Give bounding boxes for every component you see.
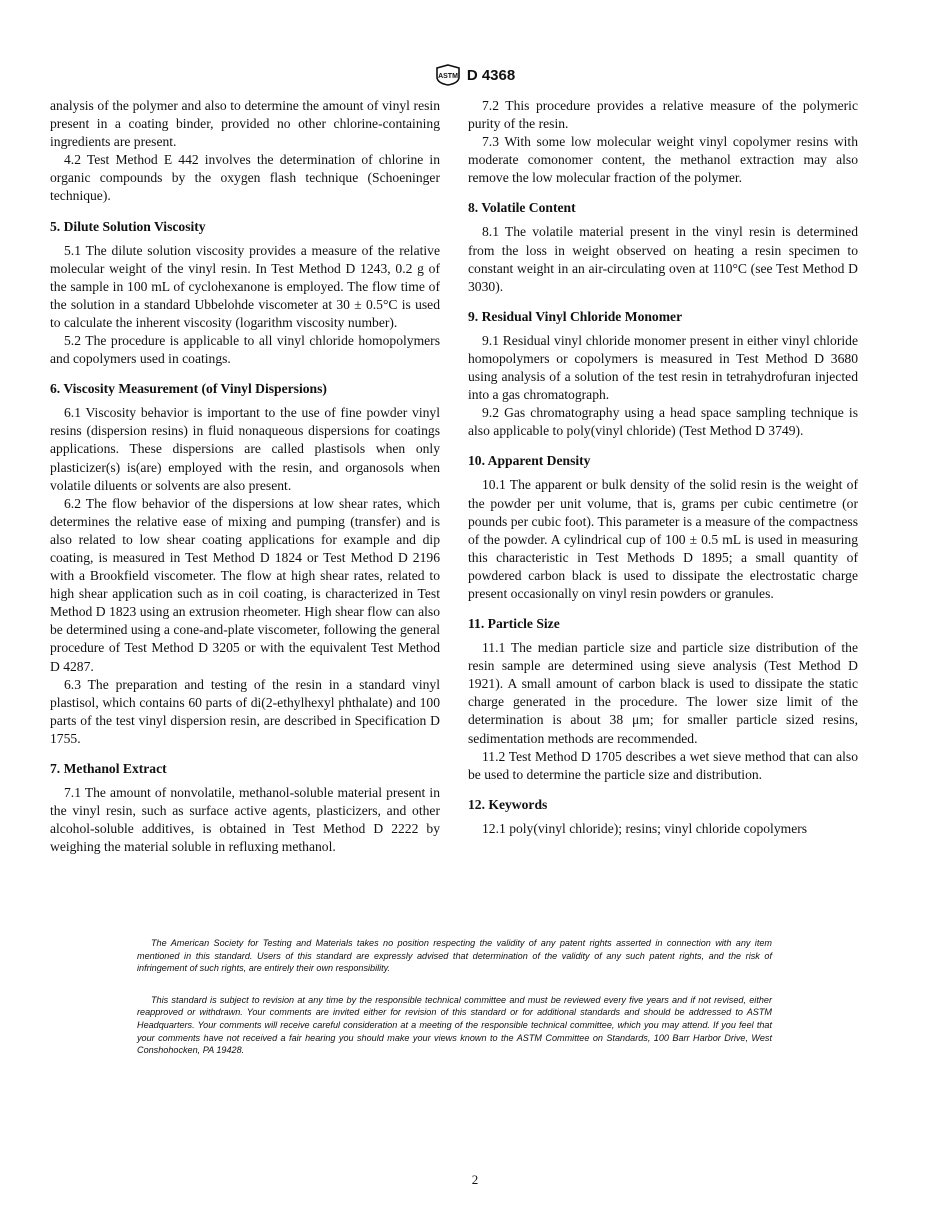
section-12-heading: 12. Keywords: [468, 796, 548, 812]
paragraph-7-3: 7.3 With some low molecular weight vinyl copolymer resins with moderate comonomer content, the methanol extraction may also remove the low molecular fraction of the polymer.: [468, 134, 858, 186]
svg-text:ASTM: ASTM: [437, 73, 458, 80]
paragraph-6-1: 6.1 Viscosity behavior is important to the use of fine powder vinyl resins (dispersion resins) in fluid nonaqueous dispersions for coatings applications. These dispersions are called plastisols when only plasticizer(s) is(are) employed with the resin, and organosols when volatile diluents or solvents are also present.: [50, 405, 440, 493]
page-header: [0, 62, 950, 88]
paragraph-11-1: 11.1 The median particle size and particle size distribution of the resin sample are determined using sieve analysis (Test Method D 1921). A small amount of carbon black is used to dissipate the static charge generated in the procedure. The lower size limit of the determination is about 38 μm; for smaller particle sized resins, sedimentation methods are recommended.: [468, 640, 858, 746]
patent-notice: The American Society for Testing and Materials takes no position respecting the validity of any patent rights asserted in connection with any item mentioned in this standard. Users of this standard are expressly advised that determination of the validity of any such patent rights, and the risk of infringement of such rights, are entirely their own responsibility.: [137, 938, 772, 974]
paragraph-7-2: 7.2 This procedure provides a relative measure of the polymeric purity of the resin.: [468, 98, 858, 132]
standard-designation: D 4368: [466, 66, 516, 84]
section-11-heading: 11. Particle Size: [468, 616, 560, 632]
section-7-heading: 7. Methanol Extract: [50, 761, 167, 776]
section-8-heading: 8. Volatile Content: [468, 200, 576, 216]
astm-logo-icon: [435, 64, 461, 86]
section-10-heading: 10. Apparent Density: [468, 453, 591, 469]
page-number: 2: [471, 1172, 479, 1187]
paragraph-8-1: 8.1 The volatile material present in the vinyl resin is determined from the loss in weight observed on heating a resin specimen to constant weight in an air-circulating oven at 110°C (see Test Method D 3030).: [468, 224, 858, 294]
paragraph-4-2: 4.2 Test Method E 442 involves the determination of chlorine in organic compounds by the oxygen flash technique (Schoeninger technique).: [50, 152, 440, 204]
paragraph-9-2: 9.2 Gas chromatography using a head space sampling technique is also applicable to poly(vinyl chloride) (Test Method D 3749).: [468, 405, 858, 439]
paragraph-12-1: 12.1 poly(vinyl chloride); resins; vinyl chloride copolymers: [482, 820, 808, 836]
paragraph-7-1: 7.1 The amount of nonvolatile, methanol-soluble material present in the vinyl resin, such as surface active agents, plasticizers, and other alcohol-soluble additives, is obtained in Test Method D 2222 by weighing the material soluble in refluxing methanol.: [50, 785, 440, 855]
paragraph-9-1: 9.1 Residual vinyl chloride monomer present in either vinyl chloride homopolymers or copolymers is measured in Test Method D 3680 using analysis of a solution of the test resin in tetrahydrofuran injected into a gas chromatograph.: [468, 332, 858, 403]
section-9-heading: 9. Residual Vinyl Chloride Monomer: [468, 308, 683, 324]
paragraph-10-1: 10.1 The apparent or bulk density of the solid resin is the weight of the powder per unit volume, that is, grams per cubic centimetre (or pounds per cubic foot). This parameter is a measure of the compactness of the powder. A cylindrical cup of 100 ± 0.5 mL is used in measuring this characteristic in Test Methods D 1895; a small quantity of powdered carbon black is used to dissipate the electrostatic charge present occasionally on vinyl resin powders or granules.: [468, 477, 858, 601]
right-column: [468, 97, 858, 838]
revision-notice: This standard is subject to revision at any time by the responsible technical committee and must be reviewed every five years and if not revised, either reapproved or withdrawn. Your comments are invited either for revision of this standard or for additional standards and should be addressed to ASTM Headquarters. Your comments will receive careful consideration at a meeting of the responsible technical committee, which you may attend. If you feel that your comments have not received a fair hearing you should make your views known to the ASTM Committee on Standards, 100 Barr Harbor Drive, West Conshohocken, PA 19428.: [137, 994, 772, 1056]
legal-notices: [137, 937, 772, 1076]
paragraph-5-2: 5.2 The procedure is applicable to all vinyl chloride homopolymers and copolymers used in coatings.: [50, 333, 440, 367]
paragraph-11-2: 11.2 Test Method D 1705 describes a wet sieve method that can also be used to determine the particle size and distribution.: [468, 748, 858, 782]
paragraph-5-1: 5.1 The dilute solution viscosity provides a measure of the relative molecular weight of the vinyl resin. In Test Method D 1243, 0.2 g of the sample in 100 mL of cyclohexanone is employed. The flow time of the solution in a standard Ubbelohde viscometer at 30 ± 0.5°C is used to calculate the inherent viscosity (logarithm viscosity number).: [50, 242, 440, 330]
section-6-heading: 6. Viscosity Measurement (of Vinyl Dispersions): [50, 381, 327, 397]
paragraph-6-3: 6.3 The preparation and testing of the resin in a standard vinyl plastisol, which contains 60 parts of di(2-ethylhexyl phthalate) and 100 parts of the test vinyl dispersion resin, are described in Specification D 1755.: [50, 676, 440, 746]
paragraph-6-2: 6.2 The flow behavior of the dispersions at low shear rates, which determines the relative ease of mixing and pumping (transfer) and is also related to low shear coating applications for example and dip coating, is measured in Test Method D 1824 or Test Method D 2196 with a Brookfield viscometer. The flow at high shear rates, related to high shear application such as in coil coating, is characterized in Test Method D 1823 using an extrusion rheometer. High shear flow can also be determined using a cone-and-plate viscometer, following the general procedure of Test Method D 3205 or with the equivalent Test Method D 4287.: [50, 495, 440, 674]
section-5-heading: 5. Dilute Solution Viscosity: [50, 218, 206, 234]
left-column: [50, 97, 440, 856]
paragraph-4-1-continued: analysis of the polymer and also to determine the amount of vinyl resin present in a coating binder, provided no other chlorine-containing ingredients are present.: [50, 98, 440, 150]
